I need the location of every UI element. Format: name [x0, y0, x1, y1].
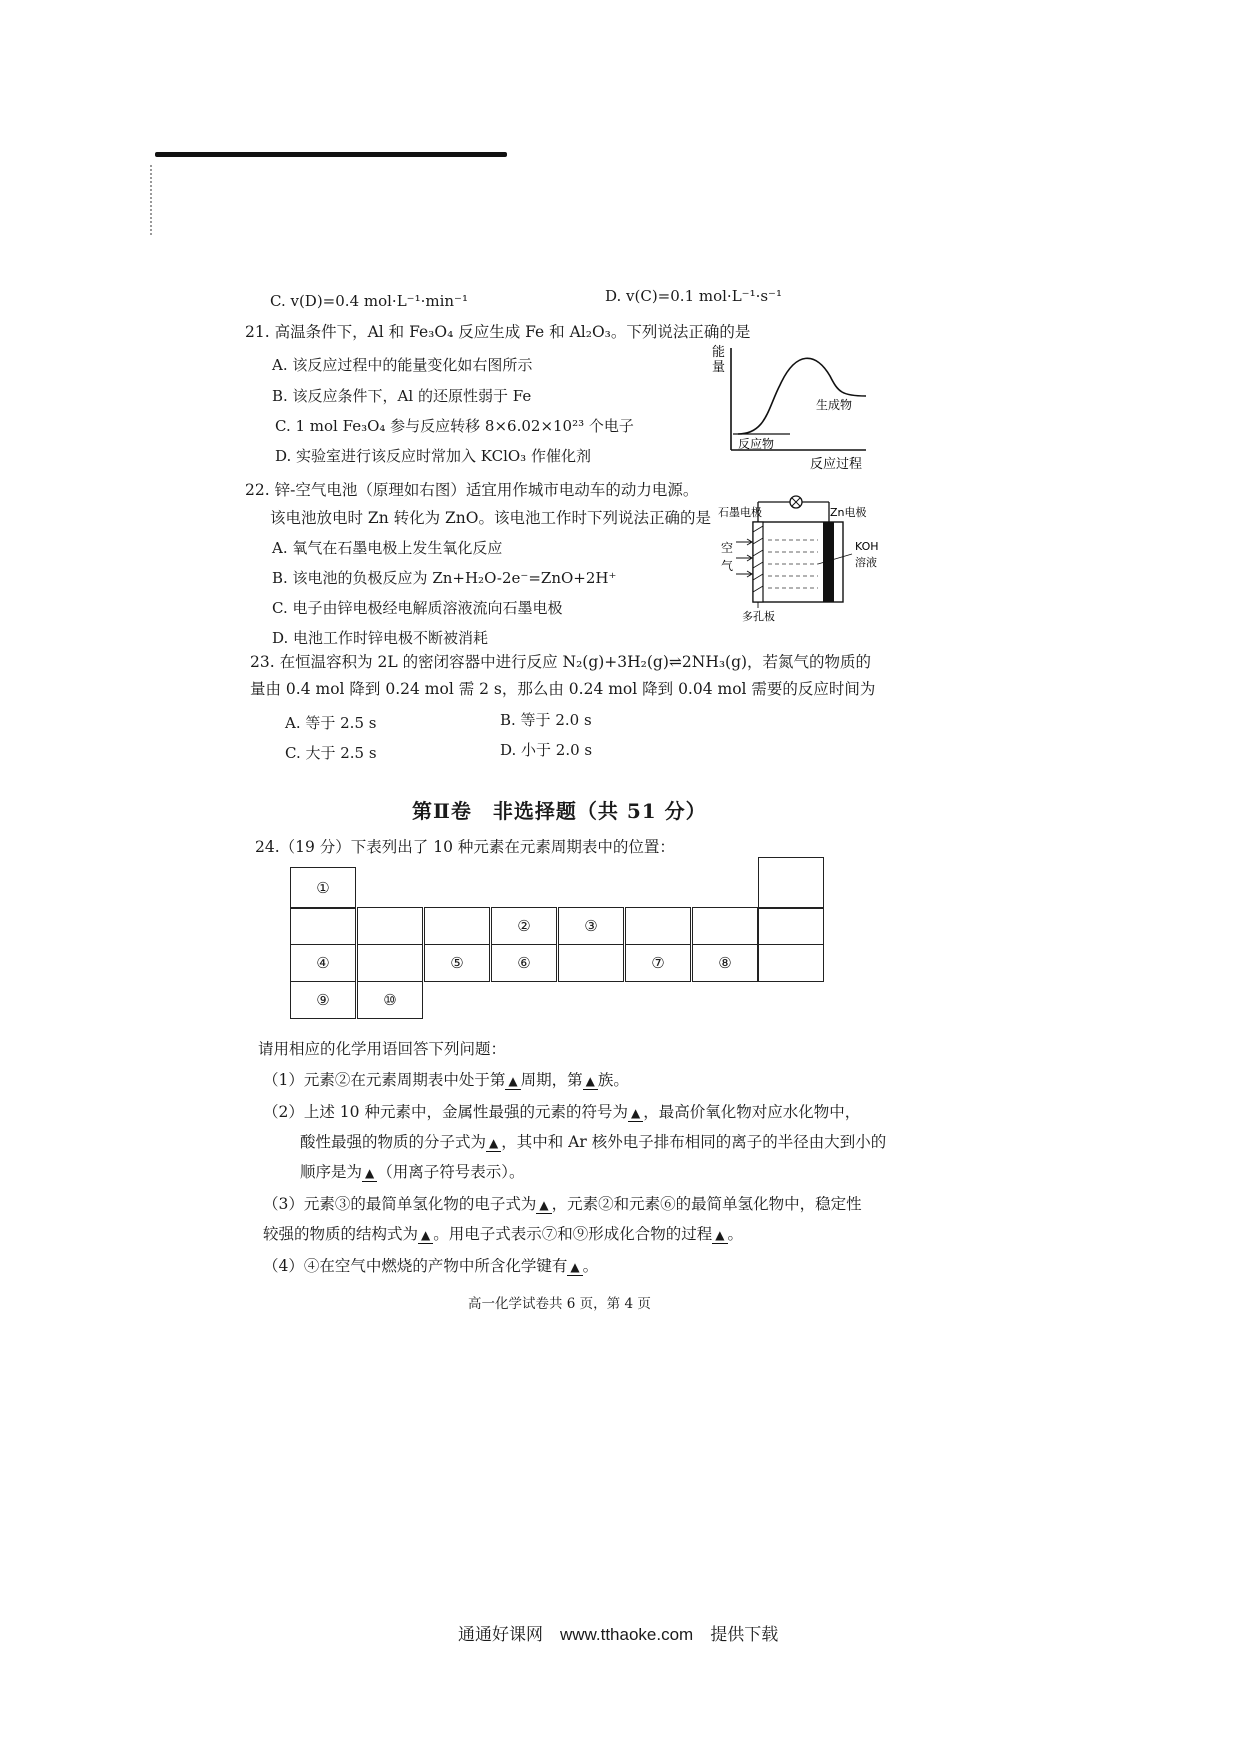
section-2-title: 第Ⅱ卷 非选择题（共 51 分） — [412, 799, 707, 823]
answer-blank: ▲ — [486, 1136, 501, 1152]
q23-option-d: D. 小于 2.0 s — [500, 741, 593, 759]
porous-plate — [753, 522, 763, 602]
pt-cell-4: ④ — [290, 944, 356, 982]
zinc-air-battery-diagram — [718, 492, 898, 622]
pt-cell-blank — [290, 907, 356, 945]
q21-stem: 21. 高温条件下，Al 和 Fe₃O₄ 反应生成 Fe 和 Al₂O₃。下列说法正确的是 — [245, 323, 751, 341]
prev-choice-c: C. v(D)=0.4 mol·L⁻¹·min⁻¹ — [270, 292, 468, 310]
product-label: 生成物 — [816, 398, 853, 412]
pt-cell-blank — [357, 944, 423, 982]
q23-stem-2: 量由 0.4 mol 降到 0.24 mol 需 2 s，那么由 0.24 mol 降到 0.04 mol 需要的反应时间为 — [250, 680, 876, 698]
pt-cell-3: ③ — [558, 907, 624, 945]
header-rule — [155, 152, 507, 157]
air-label-1: 空 — [721, 541, 734, 555]
q21-option-b: B. 该反应条件下，Al 的还原性弱于 Fe — [272, 387, 532, 405]
page-footer: 高一化学试卷共 6 页，第 4 页 — [468, 1296, 651, 1312]
answer-blank: ▲ — [583, 1074, 598, 1090]
q24-part-2-line-2: 酸性最强的物质的分子式为 ▲ ，其中和 Ar 核外电子排布相同的离子的半径由大到小的 — [300, 1133, 887, 1151]
pt-cell-10: ⑩ — [357, 981, 423, 1019]
answer-blank: ▲ — [362, 1166, 377, 1182]
pt-cell-blank — [692, 907, 758, 945]
q23-stem-1: 23. 在恒温容积为 2L 的密闭容器中进行反应 N₂(g)+3H₂(g)⇌2NH₃(g)，若氮气的物质的 — [250, 653, 872, 671]
q21-option-d: D. 实验室进行该反应时常加入 KClO₃ 作催化剂 — [275, 447, 591, 465]
answer-blank: ▲ — [418, 1228, 433, 1244]
q21-option-a: A. 该反应过程中的能量变化如右图所示 — [272, 356, 533, 374]
zn-label: Zn电极 — [830, 506, 867, 519]
binding-margin-dots — [150, 165, 154, 235]
q24-part-3-line-2: 较强的物质的结构式为 ▲ 。用电子式表示⑦和⑨形成化合物的过程 ▲ 。 — [263, 1225, 744, 1243]
energy-label-1: 能 — [712, 345, 726, 360]
q22-stem-2: 该电池放电时 Zn 转化为 ZnO。该电池工作时下列说法正确的是 — [270, 509, 711, 527]
q24-prompt: 请用相应的化学用语回答下列问题： — [258, 1040, 507, 1058]
answer-blank: ▲ — [536, 1198, 551, 1214]
site-footer: 通通好课网 www.tthaoke.com 提供下载 — [458, 1625, 779, 1644]
answer-blank: ▲ — [628, 1106, 643, 1122]
q23-option-a: A. 等于 2.5 s — [285, 714, 377, 732]
q22-option-a: A. 氧气在石墨电极上发生氧化反应 — [272, 539, 503, 557]
q23-option-c: C. 大于 2.5 s — [285, 744, 377, 762]
graphite-label: 石墨电极 — [718, 506, 762, 519]
answer-blank: ▲ — [505, 1074, 520, 1090]
reactant-label: 反应物 — [738, 437, 775, 451]
answer-blank: ▲ — [567, 1260, 582, 1276]
pt-cell-blank — [558, 944, 624, 982]
energy-diagram — [708, 340, 878, 475]
pt-cell-7: ⑦ — [625, 944, 691, 982]
q24-part-2-line-1: （2）上述 10 种元素中，金属性最强的元素的符号为 ▲ ，最高价氧化物对应水化物中， — [263, 1103, 861, 1121]
pt-cell-blank — [357, 907, 423, 945]
answer-blank: ▲ — [712, 1228, 727, 1244]
pt-cell-2: ② — [491, 907, 557, 945]
q22-option-b: B. 该电池的负极反应为 Zn+H₂O-2e⁻=ZnO+2H⁺ — [272, 569, 617, 587]
pt-cell-9: ⑨ — [290, 981, 356, 1019]
energy-curve — [738, 358, 866, 434]
q24-part-2-line-3: 顺序是为 ▲ （用离子符号表示）。 — [300, 1163, 525, 1181]
porous-label: 多孔板 — [742, 610, 775, 622]
q23-option-b: B. 等于 2.0 s — [500, 711, 592, 729]
q21-option-c: C. 1 mol Fe₃O₄ 参与反应转移 8×6.02×10²³ 个电子 — [275, 417, 634, 435]
q24-stem: 24.（19 分）下表列出了 10 种元素在元素周期表中的位置： — [255, 838, 675, 856]
q24-part-3-line-1: （3）元素③的最简单氢化物的电子式为 ▲ ，元素②和元素⑥的最简单氢化物中，稳定性 — [263, 1195, 862, 1213]
pt-cell-1: ① — [290, 867, 356, 909]
pt-cell-blank — [758, 944, 824, 982]
pt-cell-blank — [424, 907, 490, 945]
q22-stem-1: 22. 锌-空气电池（原理如右图）适宜用作城市电动车的动力电源。 — [245, 481, 699, 499]
q22-option-d: D. 电池工作时锌电极不断被消耗 — [272, 629, 489, 647]
air-label-2: 气 — [721, 559, 734, 573]
pt-cell-5: ⑤ — [424, 944, 490, 982]
pt-cell-6: ⑥ — [491, 944, 557, 982]
pt-cell-blank — [758, 907, 824, 945]
energy-label-2: 量 — [712, 360, 726, 375]
pt-cell-8: ⑧ — [692, 944, 758, 982]
q24-part-1: （1）元素②在元素周期表中处于第 ▲ 周期，第 ▲ 族。 — [263, 1071, 629, 1089]
koh-label-1: KOH — [855, 540, 879, 553]
pt-cell-group18-top — [758, 857, 824, 909]
x-axis-label: 反应过程 — [810, 457, 863, 472]
q24-part-4: （4）④在空气中燃烧的产物中所含化学键有 ▲ 。 — [263, 1257, 599, 1275]
prev-choice-d: D. v(C)=0.1 mol·L⁻¹·s⁻¹ — [605, 287, 782, 305]
q22-option-c: C. 电子由锌电极经电解质溶液流向石墨电极 — [272, 599, 563, 617]
koh-label-2: 溶液 — [855, 556, 877, 569]
pt-cell-blank — [625, 907, 691, 945]
